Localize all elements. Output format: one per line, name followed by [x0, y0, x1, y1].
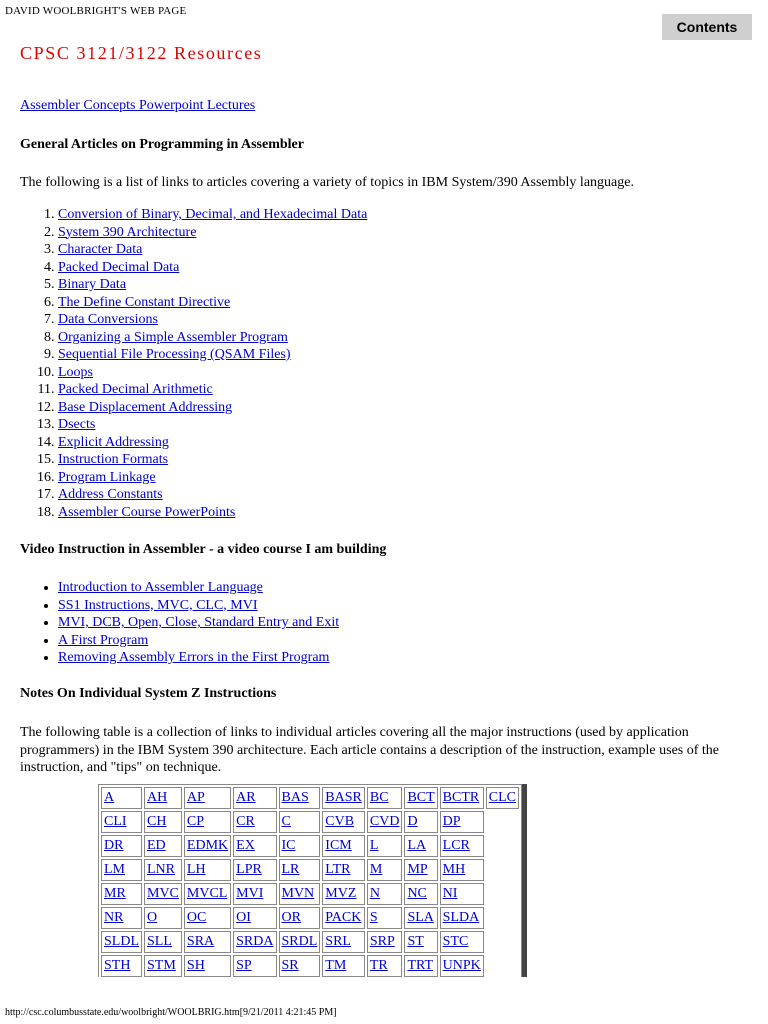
- article-link[interactable]: Explicit Addressing: [58, 434, 169, 450]
- video-list-item: [58, 597, 339, 615]
- notes-heading: Notes On Individual System Z Instructions: [20, 686, 277, 701]
- article-list-item: [58, 364, 367, 382]
- instruction-cell: [101, 955, 142, 977]
- instruction-cell: [322, 787, 365, 809]
- instruction-cell: [404, 787, 437, 809]
- instruction-cell: [440, 883, 484, 905]
- table-row: [101, 907, 519, 929]
- instruction-link[interactable]: NR: [104, 909, 124, 925]
- article-list-item: [58, 434, 367, 452]
- instruction-cell: [233, 787, 276, 809]
- instruction-link[interactable]: OI: [236, 909, 251, 925]
- instruction-link[interactable]: TR: [369, 957, 388, 973]
- instruction-link[interactable]: TRT: [407, 957, 434, 973]
- contents-button[interactable]: Contents: [662, 14, 752, 40]
- instruction-link[interactable]: SRP: [369, 933, 395, 949]
- video-list-item: [58, 579, 339, 597]
- instruction-cell: [101, 859, 142, 881]
- instruction-link[interactable]: NI: [442, 885, 458, 901]
- article-list-item: [58, 259, 367, 277]
- instruction-link[interactable]: SP: [236, 957, 252, 973]
- table-row: [101, 883, 519, 905]
- instruction-link[interactable]: SRDA: [236, 933, 274, 949]
- instruction-cell: [101, 787, 142, 809]
- instruction-link[interactable]: CR: [236, 813, 255, 829]
- instruction-link[interactable]: UNPK: [442, 957, 481, 973]
- instruction-link[interactable]: MR: [104, 885, 126, 901]
- instruction-link[interactable]: SRL: [325, 933, 351, 949]
- article-link[interactable]: Packed Decimal Data: [58, 259, 180, 275]
- instruction-link[interactable]: BC: [369, 789, 389, 805]
- instruction-cell: [367, 787, 403, 809]
- instruction-link[interactable]: ST: [407, 933, 424, 949]
- instruction-cell: [279, 955, 321, 977]
- instruction-link[interactable]: MH: [442, 861, 466, 877]
- article-link[interactable]: Conversion of Binary, Decimal, and Hexadecimal Data: [58, 207, 368, 222]
- article-list-item: [58, 276, 367, 294]
- article-link[interactable]: Organizing a Simple Assembler Program: [58, 329, 288, 345]
- instruction-link[interactable]: DP: [442, 813, 461, 829]
- instruction-link[interactable]: EDMK: [186, 837, 229, 853]
- instruction-cell: [144, 883, 182, 905]
- instruction-link[interactable]: SLA: [407, 909, 434, 925]
- instruction-cell: [184, 835, 231, 857]
- article-list-item: [58, 451, 367, 469]
- article-link[interactable]: Data Conversions: [58, 312, 158, 327]
- instruction-link[interactable]: D: [407, 813, 418, 829]
- instruction-link[interactable]: N: [369, 885, 380, 901]
- instruction-link[interactable]: LTR: [325, 861, 351, 877]
- instruction-cell: [101, 835, 142, 857]
- instruction-link[interactable]: LR: [281, 861, 300, 877]
- instruction-cell: [233, 835, 276, 857]
- instruction-cell: [440, 811, 484, 833]
- article-list-item: [58, 206, 367, 224]
- instruction-link[interactable]: BCTR: [442, 789, 480, 805]
- instruction-cell: [184, 859, 231, 881]
- table-row: [101, 787, 519, 809]
- video-list-item: [58, 649, 339, 667]
- article-list-item: [58, 311, 367, 329]
- instruction-cell: [322, 907, 365, 929]
- instruction-cell: [233, 955, 276, 977]
- instruction-link[interactable]: IC: [281, 837, 296, 853]
- instruction-cell: [367, 907, 403, 929]
- instruction-cell: [144, 835, 182, 857]
- video-link[interactable]: Introduction to Assembler Language: [58, 580, 263, 595]
- article-list-item: [58, 399, 367, 417]
- instruction-cell: [440, 955, 484, 977]
- instruction-link[interactable]: L: [369, 837, 379, 853]
- instruction-cell: [184, 811, 231, 833]
- instruction-link[interactable]: SRA: [186, 933, 215, 949]
- video-list-item: [58, 632, 339, 650]
- instruction-link[interactable]: LA: [407, 837, 427, 853]
- instruction-cell: [144, 955, 182, 977]
- instruction-link[interactable]: S: [369, 909, 378, 925]
- article-list-item: [58, 346, 367, 364]
- instruction-cell: [322, 883, 365, 905]
- instruction-link[interactable]: CVB: [325, 813, 355, 829]
- instruction-link[interactable]: CLC: [488, 789, 517, 805]
- table-row: [101, 859, 519, 881]
- article-list-item: [58, 294, 367, 312]
- article-link[interactable]: System 390 Architecture: [58, 224, 197, 240]
- instruction-link[interactable]: M: [369, 861, 383, 877]
- video-heading: Video Instruction in Assembler - a video course I am building: [20, 542, 387, 557]
- video-link[interactable]: SS1 Instructions, MVC, CLC, MVI: [58, 597, 258, 613]
- instruction-cell: [279, 931, 321, 953]
- article-link[interactable]: Base Displacement Addressing: [58, 399, 233, 415]
- article-list-item: [58, 504, 367, 522]
- instruction-link[interactable]: LPR: [236, 861, 262, 877]
- instruction-link[interactable]: CVD: [369, 813, 400, 829]
- instruction-cell: [404, 811, 437, 833]
- article-link[interactable]: Character Data: [58, 242, 143, 257]
- instruction-link[interactable]: LNR: [147, 861, 175, 877]
- instruction-link[interactable]: O: [147, 909, 158, 925]
- instruction-table-frame: [98, 784, 527, 977]
- article-link[interactable]: Sequential File Processing (QSAM Files): [58, 347, 291, 362]
- instruction-link[interactable]: LH: [186, 861, 206, 877]
- instruction-link[interactable]: SH: [186, 957, 205, 973]
- instruction-cell: [144, 787, 182, 809]
- instruction-cell: [184, 787, 231, 809]
- instruction-cell: [404, 835, 437, 857]
- instruction-cell: [440, 859, 484, 881]
- instruction-link[interactable]: AH: [147, 789, 168, 805]
- instruction-link[interactable]: STC: [442, 933, 469, 949]
- instruction-cell: [367, 835, 403, 857]
- article-link[interactable]: Program Linkage: [58, 469, 156, 485]
- instruction-cell: [184, 931, 231, 953]
- instruction-cell: [233, 931, 276, 953]
- instruction-link[interactable]: BCT: [407, 789, 435, 805]
- instruction-cell: [404, 931, 437, 953]
- instruction-cell: [279, 835, 321, 857]
- instruction-link[interactable]: LM: [104, 861, 125, 877]
- general-articles-heading: General Articles on Programming in Assembler: [20, 137, 304, 152]
- instruction-cell: [322, 811, 365, 833]
- instruction-link[interactable]: CP: [186, 813, 205, 829]
- instruction-cell: [367, 811, 403, 833]
- instruction-cell: [144, 931, 182, 953]
- table-row: [101, 835, 519, 857]
- instruction-cell: [486, 787, 519, 809]
- instruction-cell: [233, 811, 276, 833]
- instruction-link[interactable]: SLDA: [442, 909, 480, 925]
- instruction-cell: [279, 907, 321, 929]
- instruction-cell: [184, 955, 231, 977]
- article-list-item: [58, 329, 367, 347]
- instruction-link[interactable]: OR: [281, 909, 301, 925]
- video-link[interactable]: Removing Assembly Errors in the First Program: [58, 650, 330, 666]
- instruction-cell: [101, 931, 142, 953]
- instruction-cell: [144, 859, 182, 881]
- instruction-link[interactable]: SLL: [147, 933, 172, 949]
- instruction-link[interactable]: SR: [281, 957, 299, 973]
- instruction-link[interactable]: PACK: [325, 909, 362, 925]
- video-list-item: [58, 614, 339, 632]
- instruction-cell: [279, 859, 321, 881]
- instruction-table: [98, 784, 522, 977]
- instruction-cell: [404, 883, 437, 905]
- instruction-link[interactable]: SLDL: [104, 933, 139, 949]
- instruction-cell: [404, 907, 437, 929]
- instruction-link[interactable]: ICM: [325, 837, 352, 853]
- notes-intro: The following table is a collection of links to individual articles covering all the major instructions (used by application programmers) in the IBM System 390 architecture. Each article contains a description of the instruction, example uses of the instruction, and "tips" on technique.: [20, 725, 720, 775]
- instruction-cell: [144, 811, 182, 833]
- video-link[interactable]: MVI, DCB, Open, Close, Standard Entry and Exit: [58, 615, 340, 631]
- instruction-cell: [101, 811, 142, 833]
- instruction-link[interactable]: DR: [104, 837, 124, 853]
- instruction-link[interactable]: AP: [186, 789, 205, 805]
- instruction-cell: [367, 931, 403, 953]
- instruction-cell: [279, 787, 321, 809]
- site-name: DAVID WOOLBRIGHT'S WEB PAGE: [5, 5, 187, 17]
- instruction-link[interactable]: CH: [147, 813, 167, 829]
- instruction-cell: [322, 835, 365, 857]
- instruction-cell: [440, 835, 484, 857]
- instruction-cell: [101, 907, 142, 929]
- instruction-link[interactable]: NC: [407, 885, 427, 901]
- instruction-cell: [322, 931, 365, 953]
- instruction-cell: [233, 907, 276, 929]
- instruction-link[interactable]: A: [104, 789, 115, 805]
- instruction-link[interactable]: STH: [104, 957, 131, 973]
- instruction-link[interactable]: MVZ: [325, 885, 357, 901]
- instruction-link[interactable]: ED: [147, 837, 166, 853]
- instruction-cell: [404, 859, 437, 881]
- article-link[interactable]: Assembler Course PowerPoints: [58, 504, 236, 520]
- instruction-link[interactable]: BASR: [325, 789, 362, 805]
- article-link[interactable]: Instruction Formats: [58, 452, 169, 467]
- instruction-link[interactable]: MVI: [236, 885, 264, 901]
- instruction-link[interactable]: LCR: [442, 837, 470, 853]
- instruction-cell: [367, 883, 403, 905]
- article-list-item: [58, 469, 367, 487]
- instruction-link[interactable]: AR: [236, 789, 256, 805]
- instruction-cell: [233, 859, 276, 881]
- instruction-cell: [144, 907, 182, 929]
- instruction-cell: [440, 931, 484, 953]
- instruction-cell: [322, 859, 365, 881]
- instruction-link[interactable]: EX: [236, 837, 255, 853]
- article-link[interactable]: Packed Decimal Arithmetic: [58, 382, 213, 397]
- instruction-link[interactable]: OC: [186, 909, 207, 925]
- instruction-link[interactable]: MVCL: [186, 885, 228, 901]
- instruction-cell: [440, 907, 484, 929]
- instruction-cell: [101, 883, 142, 905]
- instruction-link[interactable]: TM: [325, 957, 347, 973]
- instruction-link[interactable]: MVN: [281, 885, 315, 901]
- instruction-cell: [404, 955, 437, 977]
- article-link[interactable]: Binary Data: [58, 277, 127, 292]
- article-link[interactable]: Loops: [58, 364, 93, 380]
- video-link[interactable]: A First Program: [58, 632, 149, 648]
- article-link[interactable]: The Define Constant Directive: [58, 294, 231, 310]
- instruction-link[interactable]: MVC: [147, 885, 179, 901]
- instruction-link[interactable]: STM: [147, 957, 176, 973]
- article-list-item: [58, 381, 367, 399]
- powerpoint-lectures-link[interactable]: Assembler Concepts Powerpoint Lectures: [20, 98, 256, 113]
- instruction-cell: [184, 883, 231, 905]
- table-row: [101, 931, 519, 953]
- instruction-link[interactable]: MP: [407, 861, 428, 877]
- instruction-link[interactable]: BAS: [281, 789, 309, 805]
- page-footer-url: http://csc.columbusstate.edu/woolbright/WOOLBRIG.htm[9/21/2011 4:21:45 PM]: [5, 1007, 337, 1018]
- article-list-item: [58, 416, 367, 434]
- instruction-cell: [233, 883, 276, 905]
- instruction-cell: [440, 787, 484, 809]
- table-row: [101, 955, 519, 977]
- article-list-item: [58, 241, 367, 259]
- page-title: CPSC 3121/3122 Resources: [20, 43, 263, 63]
- instruction-cell: [367, 955, 403, 977]
- instruction-link[interactable]: SRDL: [281, 933, 318, 949]
- video-list: [20, 579, 339, 667]
- instruction-cell: [184, 907, 231, 929]
- instruction-cell: [322, 955, 365, 977]
- general-articles-intro: The following is a list of links to articles covering a variety of topics in IBM System/390 Assembly language.: [20, 175, 634, 190]
- article-link[interactable]: Address Constants: [58, 487, 163, 502]
- article-list-item: [58, 224, 367, 242]
- instruction-cell: [279, 811, 321, 833]
- instruction-cell: [279, 883, 321, 905]
- table-row: [101, 811, 519, 833]
- instruction-cell: [367, 859, 403, 881]
- article-link[interactable]: Dsects: [58, 417, 96, 432]
- instruction-link[interactable]: C: [281, 813, 291, 829]
- article-list-item: [58, 486, 367, 504]
- articles-list: [20, 206, 367, 521]
- instruction-link[interactable]: CLI: [104, 813, 127, 829]
